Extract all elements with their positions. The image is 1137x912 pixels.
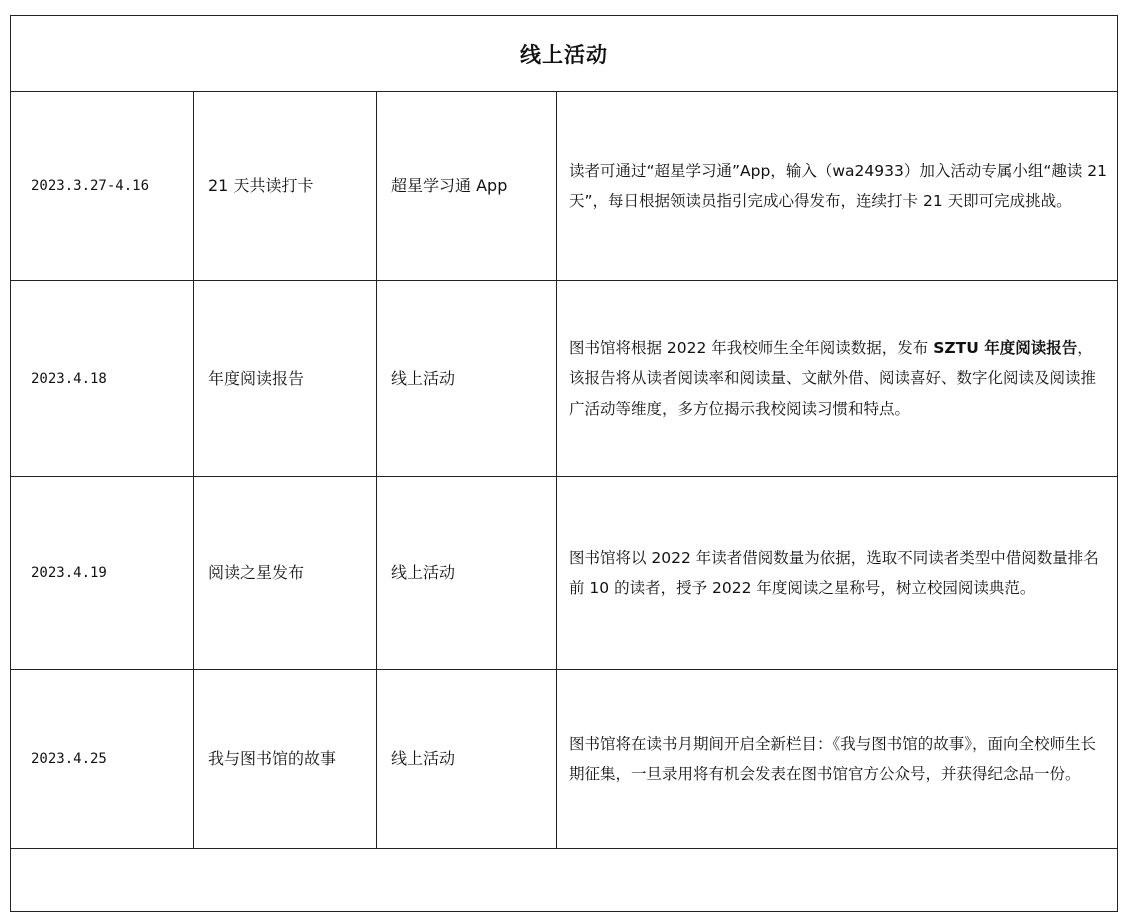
table-row xyxy=(11,670,1118,849)
platform-cell: 超星学习通 App xyxy=(377,92,557,281)
description-cell: 读者可通过“超星学习通”App，输入（wa24933）加入活动专属小组“趣读 21 天”，每日根据领读员指引完成心得发布，连续打卡 21 天即可完成挑战。 xyxy=(557,92,1118,281)
description-cell: 图书馆将以 2022 年读者借阅数量为依据，选取不同读者类型中借阅数量排名前 10 的读者，授予 2022 年度阅读之星称号，树立校园阅读典范。 xyxy=(557,477,1118,670)
platform-cell: 线上活动 xyxy=(377,670,557,849)
date-cell: 2023.4.19 xyxy=(11,477,194,670)
description-cell: 图书馆将在读书月期间开启全新栏目：《我与图书馆的故事》，面向全校师生长期征集，一旦录用将有机会发表在图书馆官方公众号，并获得纪念品一份。 xyxy=(557,670,1118,849)
table-title: 线上活动 xyxy=(11,16,1118,92)
activity-name-cell: 年度阅读报告 xyxy=(194,281,377,477)
activity-table xyxy=(10,15,1118,912)
description-cell xyxy=(557,281,1118,477)
activity-name-cell: 阅读之星发布 xyxy=(194,477,377,670)
platform-cell: 线上活动 xyxy=(377,281,557,477)
date-cell: 2023.4.25 xyxy=(11,670,194,849)
table-title-row xyxy=(11,16,1118,92)
platform-cell: 线上活动 xyxy=(377,477,557,670)
date-cell: 2023.3.27-4.16 xyxy=(11,92,194,281)
table-row xyxy=(11,92,1118,281)
table-row-empty xyxy=(11,849,1118,912)
activity-name-cell: 21 天共读打卡 xyxy=(194,92,377,281)
report-name-bold: SZTU 年度阅读报告 xyxy=(933,338,1078,357)
date-cell: 2023.4.18 xyxy=(11,281,194,477)
description-text: 图书馆将根据 2022 年我校师生全年阅读数据，发布 xyxy=(569,338,934,357)
table-row xyxy=(11,477,1118,670)
empty-cell xyxy=(11,849,1118,912)
description-text: ，该报告将从读者阅读率和阅读量、文献外借、阅读喜好、数字化阅读及阅读推广活动等维度，多方位揭示我校阅读习惯和特点。 xyxy=(569,338,1097,418)
table-row xyxy=(11,281,1118,477)
activity-name-cell: 我与图书馆的故事 xyxy=(194,670,377,849)
